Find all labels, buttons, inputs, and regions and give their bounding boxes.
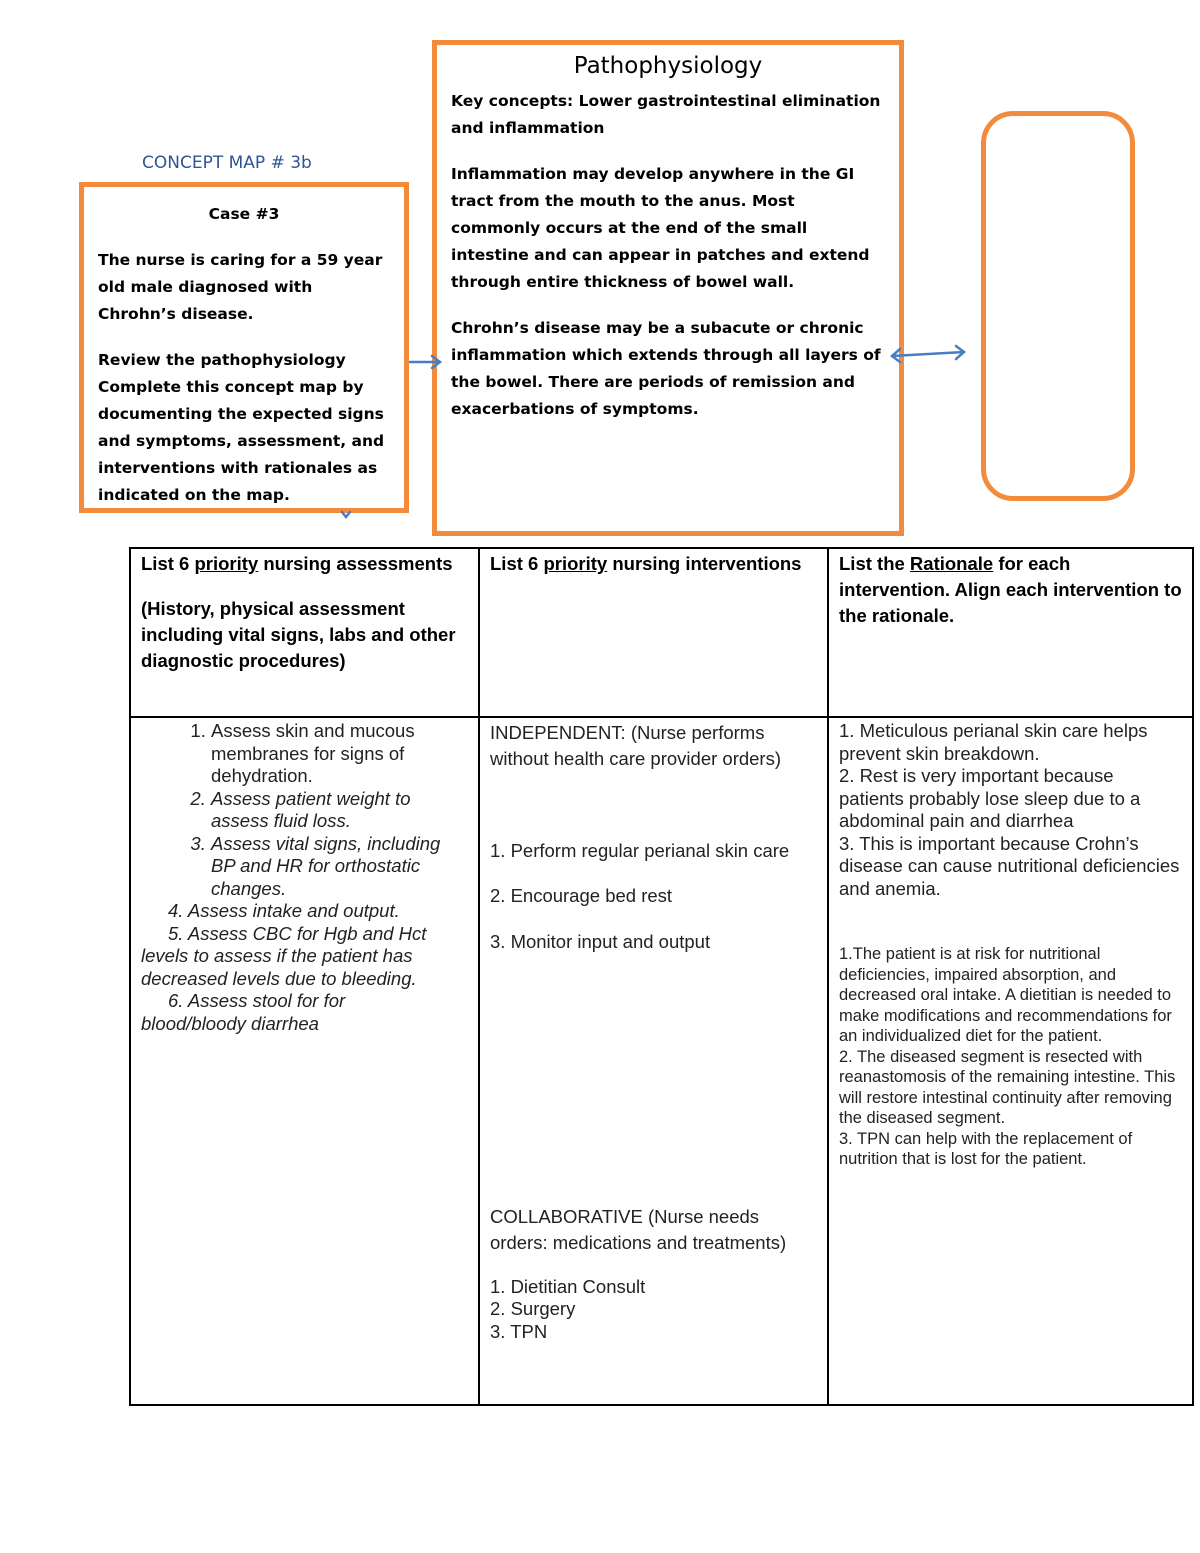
list-item: 1. Meticulous perianal skin care helps prevent skin breakdown. bbox=[839, 720, 1148, 764]
list-item: blood/bloody diarrhea bbox=[141, 1012, 319, 1034]
concept-map-title: CONCEPT MAP # 3b bbox=[142, 153, 312, 173]
assessment-continued bbox=[141, 900, 468, 1035]
list-item: levels to assess if the patient has decreased levels due to bleeding. bbox=[141, 945, 417, 989]
case-instructions: Review the pathophysiology Complete this concept map by documenting the expected signs and symptoms, assessment, and interventions with rationales as indicated on the map. bbox=[98, 351, 385, 504]
header-assessments: List 6 priority nursing assessments (History, physical assessment including vital signs, labs and other diagnostic procedures) bbox=[130, 548, 479, 717]
list-item: 6. Assess stool for for bbox=[168, 990, 346, 1011]
list-item: 1. Dietitian Consult bbox=[490, 1275, 646, 1297]
rationale-cell bbox=[828, 717, 1193, 1405]
list-item: 3. Monitor input and output bbox=[490, 931, 711, 952]
table-header-row bbox=[130, 548, 1193, 717]
collaborative-rationales bbox=[839, 944, 1182, 1170]
pathophysiology-box bbox=[432, 40, 904, 536]
list-item: 2. Assess patient weight to assess fluid loss. bbox=[211, 788, 468, 833]
header-interventions: List 6 priority nursing interventions bbox=[479, 548, 828, 717]
list-item: 3. TPN bbox=[490, 1320, 548, 1342]
case-heading: Case #3 bbox=[208, 205, 280, 223]
list-item: 2. The diseased segment is resected with reanastomosis of the remaining intestine. This will restore intestinal continuity after removing the diseased segment. bbox=[839, 1047, 1176, 1127]
pathophysiology-heading: Pathophysiology bbox=[573, 53, 763, 79]
header-rationale: List the Rationale for each intervention. Align each intervention to the rationale. bbox=[828, 548, 1193, 717]
interventions-cell bbox=[479, 717, 828, 1405]
care-plan-table bbox=[129, 547, 1194, 1406]
list-item: 5. Assess CBC for Hgb and Hct bbox=[168, 922, 427, 944]
assessments-cell bbox=[130, 717, 479, 1405]
assessment-list bbox=[141, 720, 468, 900]
independent-rationales bbox=[839, 720, 1182, 900]
list-item: 3. Assess vital signs, including BP and HR for orthostatic changes. bbox=[211, 833, 468, 901]
header-assessments-note: (History, physical assessment including vital signs, labs and other diagnostic procedures) bbox=[141, 598, 456, 671]
list-item: 2. Encourage bed rest bbox=[490, 884, 673, 906]
collaborative-heading: COLLABORATIVE (Nurse needs orders: medications and treatments) bbox=[490, 1205, 787, 1253]
table-body-row bbox=[130, 717, 1193, 1405]
list-item: 3. This is important because Crohn’s disease can cause nutritional deficiencies and anemia. bbox=[839, 832, 1180, 899]
list-item: 1. Perform regular perianal skin care bbox=[490, 840, 790, 861]
case-description: The nurse is caring for a 59 year old male diagnosed with Chrohn’s disease. bbox=[98, 251, 383, 323]
independent-list bbox=[490, 840, 817, 954]
key-concepts: Key concepts: Lower gastrointestinal elimination and inflammation bbox=[451, 92, 881, 137]
signs-symptoms-box bbox=[981, 111, 1135, 501]
patho-paragraph-1: Inflammation may develop anywhere in the GI tract from the mouth to the anus. Most commonly occurs at the end of the small intestine and can appear in patches and extend through entire thickness of bowel wall. bbox=[451, 165, 870, 291]
collaborative-list bbox=[490, 1276, 817, 1344]
list-item: 4. Assess intake and output. bbox=[168, 900, 400, 921]
list-item: 1.The patient is at risk for nutritional deficiencies, impaired absorption, and decreased oral intake. A dietitian is needed to make modifications and recommendations for an individualized diet for the patient. bbox=[839, 945, 1172, 1045]
independent-heading: INDEPENDENT: (Nurse performs without health care provider orders) bbox=[490, 722, 782, 769]
patho-paragraph-2: Chrohn’s disease may be a subacute or chronic inflammation which extends through all layers of the bowel. There are periods of remission and exacerbations of symptoms. bbox=[451, 319, 881, 418]
list-item: 3. TPN can help with the replacement of nutrition that is lost for the patient. bbox=[839, 1129, 1133, 1168]
case-box bbox=[79, 182, 409, 513]
list-item: 1. Assess skin and mucous membranes for signs of dehydration. bbox=[211, 720, 468, 788]
list-item: 2. Surgery bbox=[490, 1298, 576, 1319]
list-item: 2. Rest is very important because patients probably lose sleep due to a abdominal pain and diarrhea bbox=[839, 765, 1141, 831]
